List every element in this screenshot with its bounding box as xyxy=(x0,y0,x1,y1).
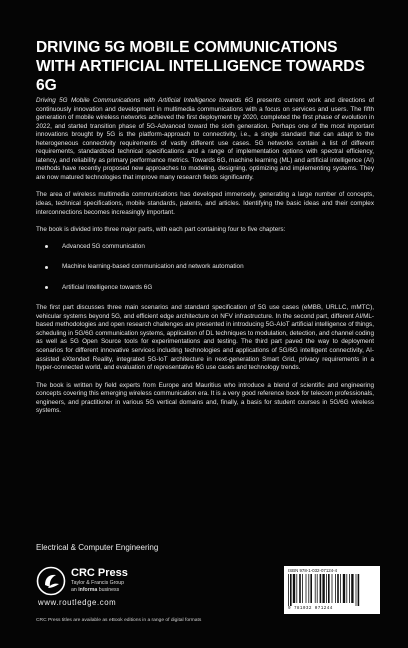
barcode-bar xyxy=(346,574,347,603)
business-prefix: an xyxy=(71,587,79,593)
part-item: Advanced 5G communication xyxy=(36,243,374,252)
barcode-bar xyxy=(317,574,318,603)
barcode-bar xyxy=(335,574,336,603)
paragraph-3: The book is divided into three major parts, with each part containing four to five chapters: xyxy=(36,226,286,234)
barcode-bar xyxy=(310,574,312,603)
barcode-bar xyxy=(320,574,322,603)
back-cover-description xyxy=(36,97,374,425)
barcode-bar xyxy=(293,574,295,603)
intro-lead-title: Driving 5G Mobile Communications with Artificial Intelligence towards 6G xyxy=(36,97,254,104)
intro-paragraph xyxy=(36,97,374,182)
barcode-bar xyxy=(326,574,327,603)
intro-text: presents current work and directions of continuously innovation and development in multimedia communications with a focus on services and users. The fifth generation of mobile wireless networks achieved the first deployment by 2020, completed the first phase of evolution in 2022, and started transition phase of 5G-Advanced toward the sixth generation. Perhaps one of the most important innovations brought by 5G is the platform-approach to connectivity, i.e., a single standard that can adapt to the heterogeneous connectivity requirements of vastly different use cases. 5G networks contain a list of different requirements, standardized technical specifications and a range of implementation options with spectral efficiency, latency, and reliability as primary performance metrics. Towards 6G, machine learning (ML) and artificial intelligence (AI) methods have recently proposed new approaches to modeling, designing, optimizing and implementing systems. They are now matured technologies that improve many research fields significantly. xyxy=(36,97,374,181)
barcode-bar xyxy=(288,574,289,606)
barcode-bar xyxy=(332,574,333,603)
barcode-bar xyxy=(315,574,316,603)
barcode-bar xyxy=(299,574,301,603)
barcode-bar xyxy=(343,574,345,603)
barcode-bars xyxy=(287,574,377,606)
business-brand: informa xyxy=(78,587,98,593)
paragraph-2: The area of wireless multimedia communications has developed immensely, generating a large number of concepts, ideas, technical specifications, mobile standards, patents, and articles. Identifying the basic ideas and their complex interconnections becomes increasingly important. xyxy=(36,191,374,216)
crc-press-logo-icon xyxy=(36,566,66,596)
barcode-bar xyxy=(337,574,339,603)
ebook-note: CRC Press titles are available as eBook editions in a range of digital formats xyxy=(36,618,202,623)
isbn-text: ISBN 978-1-032-07124-4 xyxy=(288,568,338,573)
isbn-barcode xyxy=(284,566,380,614)
barcode-bar xyxy=(308,574,309,603)
barcode-bar xyxy=(351,574,353,603)
barcode-bar xyxy=(340,574,341,603)
paragraph-5: The book is written by field experts from Europe and Mauritius who introduce a blend of scientific and engineering concepts covering this emerging wireless communication era. It is a very good reference book for telecom professionals, engineers, and practitioner in various 5G vertical domains and, finally, a basis for student courses in 5G/6G wireless systems. xyxy=(36,381,374,415)
barcode-bar xyxy=(328,574,330,603)
subject-category: Electrical & Computer Engineering xyxy=(36,543,159,552)
barcode-bar xyxy=(306,574,307,603)
business-suffix: business xyxy=(97,587,120,593)
publisher-name: CRC Press xyxy=(71,567,128,579)
part-item: Machine learning-based communication and network automation xyxy=(36,263,374,272)
publisher-website[interactable]: www.routledge.com xyxy=(38,598,117,607)
part-item: Artificial Intelligence towards 6G xyxy=(36,284,374,293)
barcode-bar xyxy=(349,574,350,603)
publisher-business xyxy=(71,587,119,593)
barcode-number: 9 781032 071244 xyxy=(288,606,333,611)
book-title: DRIVING 5G MOBILE COMMUNICATIONS WITH ARTIFICIAL INTELLIGENCE TOWARDS 6G xyxy=(36,39,365,94)
barcode-bar xyxy=(302,574,303,603)
publisher-group: Taylor & Francis Group xyxy=(71,580,125,586)
barcode-bar xyxy=(356,574,357,606)
barcode-bar xyxy=(358,574,360,606)
parts-list xyxy=(36,243,374,293)
barcode-bar xyxy=(290,574,292,606)
barcode-bar xyxy=(322,574,324,603)
paragraph-4: The first part discusses three main scenarios and standard specification of 5G use cases (eMBB, URLLC, mMTC), vehicular systems beyond 5G, and efficient edge architecture on NFV infrastructure. In the second part, different AI/ML-based methodologies and open research challenges are presented in introducing 5G-AIoT artificial intelligence of things, scheduling in 5G/6G communication systems, application of DL techniques to modulation, detection, and channel coding as well as 5G Open Source tools for experimentations and testing. The third part paved the way to deployment scenarios for different innovative services including technologies and applications of 5G/6G intelligent connectivity, AI-assisted eXtended Reality, integrated 5G-IoT architecture in next-generation Smart Grid, privacy requirements in a hyper-connected world, and evaluation of representative 6G use cases and technology trends. xyxy=(36,304,374,372)
barcode-bar xyxy=(296,574,297,603)
